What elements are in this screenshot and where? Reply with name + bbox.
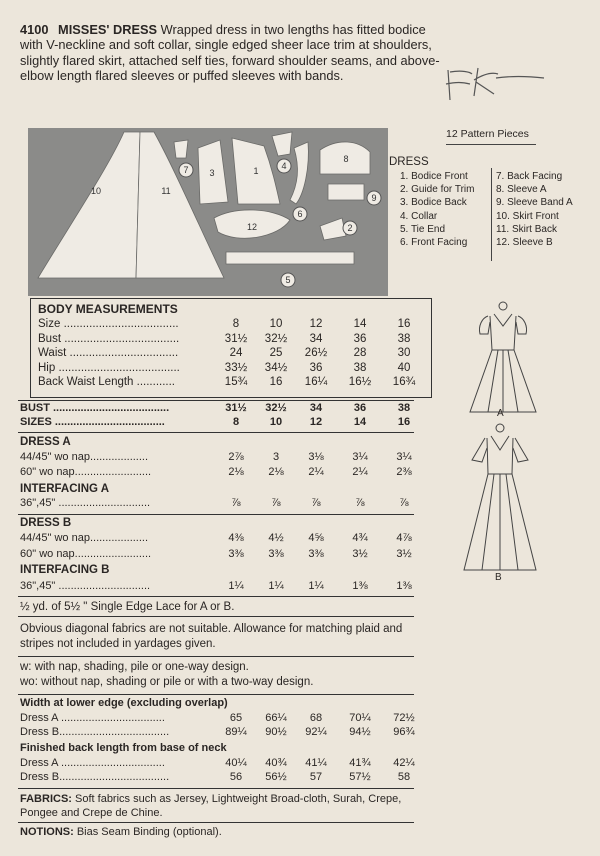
- divider: [18, 616, 414, 617]
- pattern-pieces-count: 12 Pattern Pieces: [446, 128, 529, 140]
- row-value: 16¾: [392, 376, 416, 388]
- row-label: Waist ..................................: [38, 347, 179, 359]
- row-value: 32½: [265, 402, 287, 414]
- row-value: 24: [229, 347, 243, 359]
- row-value: 41¾: [349, 757, 371, 769]
- section-title: DRESS B: [20, 517, 72, 529]
- row-value: 33½: [224, 361, 248, 374]
- row-value: 38: [353, 361, 367, 374]
- row-value: 31½: [224, 332, 248, 345]
- row-value: 16¼: [304, 376, 328, 388]
- row-label: Bust ....................................: [38, 332, 180, 345]
- row-value: 58: [397, 771, 411, 783]
- description-text: Wrapped dress in two lengths has fitted bodice with V-neckline and soft collar, single edged sheer lace trim at shoulders, slightly flared skirt, attached self ties, forward shoulder seams, and above-elbow length flared sleeves or puffed sleeves with bands.: [20, 22, 440, 84]
- divider: [18, 788, 414, 789]
- piece-item: 3. Bodice Back: [400, 197, 467, 209]
- row-value: ⅞: [231, 497, 241, 509]
- layout-num-8: 8: [343, 154, 349, 164]
- notions-section: [20, 825, 415, 840]
- piece-item: 11. Skirt Back: [496, 223, 557, 235]
- row-value: 57½: [349, 771, 371, 783]
- row-label: 60" wo nap.........................: [20, 548, 152, 560]
- divider: [18, 656, 414, 657]
- layout-num-9: 9: [371, 193, 377, 203]
- row-value: 8: [232, 318, 240, 330]
- piece-item: 6. Front Facing: [400, 237, 468, 249]
- divider: [18, 694, 414, 695]
- row-value: 2⅞: [228, 451, 244, 463]
- row-value: 14: [353, 318, 367, 330]
- row-value: ⅞: [311, 497, 321, 509]
- row-value: 3⅜: [228, 548, 244, 560]
- piece-item: 5. Tie End: [400, 223, 446, 235]
- row-value: 94½: [349, 726, 371, 738]
- divider: [18, 822, 414, 823]
- divider: [18, 596, 414, 597]
- row-value: 36: [309, 361, 323, 374]
- piece-item: 2. Guide for Trim: [400, 184, 475, 196]
- row-value: 68: [309, 712, 323, 724]
- width-lower-edge-title: Width at lower edge (excluding overlap): [20, 697, 228, 709]
- row-value: 15¾: [224, 376, 248, 388]
- layout-num-12: 12: [246, 222, 258, 232]
- row-value: 4⅞: [396, 532, 412, 544]
- row-value: 3⅛: [308, 451, 324, 463]
- piece-guide-for-trim: [320, 218, 346, 240]
- row-value: 12: [309, 318, 323, 330]
- row-value: ⅞: [399, 497, 409, 509]
- row-value: ⅞: [355, 497, 365, 509]
- pattern-layout-shapes: [28, 128, 388, 296]
- fabrics-text: Soft fabrics such as Jersey, Lightweight Broad-cloth, Surah, Crepe, Pongee and Crepe de Chine.: [20, 793, 402, 819]
- row-value: 12: [309, 416, 323, 428]
- row-value: ⅞: [271, 497, 281, 509]
- row-label: BUST ......................................: [20, 402, 170, 414]
- nap-definition: w: with nap, shading, pile or one-way design.: [20, 661, 249, 673]
- row-value: 8: [232, 416, 240, 428]
- without-nap-definition: wo: without nap, shading or pile or with a two-way design.: [20, 676, 314, 688]
- row-value: 1¼: [308, 580, 324, 592]
- row-value: 25: [269, 347, 283, 359]
- row-value: 92¼: [305, 726, 327, 738]
- piece-skirt-front: [38, 132, 140, 278]
- layout-num-6: 6: [297, 209, 303, 219]
- piece-item: 8. Sleeve A: [496, 184, 547, 196]
- row-label: Dress B....................................: [20, 726, 170, 738]
- piece-front-facing: [290, 142, 308, 204]
- divider: [18, 400, 414, 401]
- row-value: 1¼: [268, 580, 284, 592]
- fabrics-section: [20, 792, 415, 820]
- row-label: Dress A ..................................: [20, 712, 165, 724]
- row-value: 16½: [348, 376, 372, 388]
- layout-num-2: 2: [347, 223, 353, 233]
- row-label: Size ....................................: [38, 318, 179, 330]
- row-value: 40: [397, 361, 411, 374]
- row-label: Dress A ..................................: [20, 757, 165, 769]
- row-value: 16: [397, 318, 411, 330]
- diagonal-note: Obvious diagonal fabrics are not suitable. Allowance for matching plaid and stripes not included in yardages given.: [20, 623, 403, 650]
- section-title: INTERFACING A: [20, 483, 110, 495]
- row-value: 3½: [396, 548, 412, 560]
- piece-collar: [272, 132, 292, 156]
- pattern-pieces-left-list: [400, 170, 474, 249]
- row-value: 10: [269, 416, 283, 428]
- row-value: 40¾: [265, 757, 287, 769]
- row-value: 72½: [393, 712, 415, 724]
- pattern-description: [20, 22, 440, 84]
- piece-item: 4. Collar: [400, 210, 438, 222]
- section-title: DRESS A: [20, 436, 71, 448]
- row-label: Back Waist Length ............: [38, 376, 175, 388]
- row-value: 2¼: [352, 466, 368, 478]
- section-title: INTERFACING B: [20, 564, 110, 576]
- row-value: 2⅛: [228, 466, 244, 478]
- row-value: 40¼: [225, 757, 247, 769]
- row-value: 96¾: [393, 726, 415, 738]
- row-value: 3⅜: [268, 548, 284, 560]
- lace-note: ½ yd. of 5½ " Single Edge Lace for A or B.: [20, 601, 235, 613]
- piece-back-facing: [174, 140, 188, 158]
- row-value: 1¼: [228, 580, 244, 592]
- row-value: 3⅜: [308, 548, 324, 560]
- piece-item: 7. Back Facing: [496, 171, 563, 182]
- dress-view-b-sketch: [450, 420, 550, 580]
- row-value: 70¼: [349, 712, 371, 724]
- row-value: 36: [353, 332, 367, 345]
- piece-item: 9. Sleeve Band A: [496, 197, 573, 209]
- row-value: 10: [269, 318, 283, 330]
- row-value: 89¼: [225, 726, 247, 738]
- row-value: 3: [272, 451, 280, 463]
- row-value: 57: [309, 771, 323, 783]
- pattern-pieces-group-title: DRESS: [389, 156, 429, 168]
- notions-text: Bias Seam Binding (optional).: [76, 826, 222, 838]
- row-value: 36: [353, 402, 367, 414]
- layout-num-10: 10: [90, 186, 102, 196]
- piece-item: 1. Bodice Front: [400, 171, 468, 182]
- piece-item: 10. Skirt Front: [496, 210, 559, 222]
- row-value: 90½: [265, 726, 287, 738]
- pattern-pieces-right-list: [496, 170, 573, 249]
- row-value: 41¼: [305, 757, 327, 769]
- row-value: 3½: [352, 548, 368, 560]
- view-a-label: A: [497, 408, 504, 419]
- pattern-number: 4100: [20, 22, 49, 37]
- divider: [446, 144, 536, 145]
- layout-num-7: 7: [183, 165, 189, 175]
- row-value: 4⅜: [228, 532, 244, 544]
- row-value: 4½: [268, 532, 284, 544]
- layout-num-1: 1: [253, 166, 259, 176]
- row-value: 14: [353, 416, 367, 428]
- signature-icon: [440, 60, 550, 110]
- row-value: 38: [397, 402, 411, 414]
- layout-num-3: 3: [209, 168, 215, 178]
- divider: [18, 514, 414, 515]
- row-label: SIZES ....................................: [20, 416, 165, 428]
- row-value: 4¾: [352, 532, 368, 544]
- body-measurements-title: BODY MEASUREMENTS: [38, 302, 178, 316]
- row-value: 34½: [264, 361, 288, 374]
- layout-num-4: 4: [281, 161, 287, 171]
- row-value: 34: [309, 402, 323, 414]
- row-value: 66¼: [265, 712, 287, 724]
- row-value: 56: [229, 771, 243, 783]
- row-value: 31½: [225, 402, 247, 414]
- piece-item: 12. Sleeve B: [496, 237, 553, 249]
- row-value: 16: [269, 376, 283, 388]
- row-value: 2¼: [308, 466, 324, 478]
- row-value: 4⅝: [308, 532, 324, 544]
- view-b-label: B: [495, 572, 502, 583]
- notions-label: NOTIONS:: [20, 826, 74, 838]
- divider: [18, 432, 414, 433]
- layout-num-5: 5: [285, 275, 291, 285]
- back-length-title: Finished back length from base of neck: [20, 742, 227, 754]
- row-value: 1⅜: [396, 580, 412, 592]
- pattern-title: MISSES' DRESS: [58, 22, 158, 37]
- pattern-layout-diagram: [28, 128, 388, 296]
- row-value: 30: [397, 347, 411, 359]
- row-value: 2⅛: [268, 466, 284, 478]
- row-value: 65: [229, 712, 243, 724]
- layout-num-11: 11: [161, 186, 171, 196]
- row-label: 44/45" wo nap...................: [20, 451, 149, 463]
- row-value: 3¼: [396, 451, 412, 463]
- row-label: 44/45" wo nap...................: [20, 532, 149, 544]
- row-value: 56½: [265, 771, 287, 783]
- row-value: 1⅜: [352, 580, 368, 592]
- row-label: 36",45" ..............................: [20, 497, 151, 509]
- row-value: 16: [397, 416, 411, 428]
- piece-tie-end: [226, 252, 354, 264]
- row-label: Dress B....................................: [20, 771, 170, 783]
- row-value: 32½: [264, 332, 288, 345]
- row-value: 38: [397, 332, 411, 345]
- row-label: 36",45" ..............................: [20, 580, 151, 592]
- row-value: 34: [309, 332, 323, 345]
- row-label: Hip ......................................: [38, 361, 180, 374]
- row-value: 26½: [304, 347, 328, 359]
- piece-sleeve-band: [328, 184, 364, 200]
- row-value: 3¼: [352, 451, 368, 463]
- row-value: 42¼: [393, 757, 415, 769]
- fabrics-label: FABRICS:: [20, 793, 72, 805]
- row-value: 28: [353, 347, 367, 359]
- row-label: 60" wo nap.........................: [20, 466, 152, 478]
- row-value: 2⅜: [396, 466, 412, 478]
- divider: [491, 168, 492, 261]
